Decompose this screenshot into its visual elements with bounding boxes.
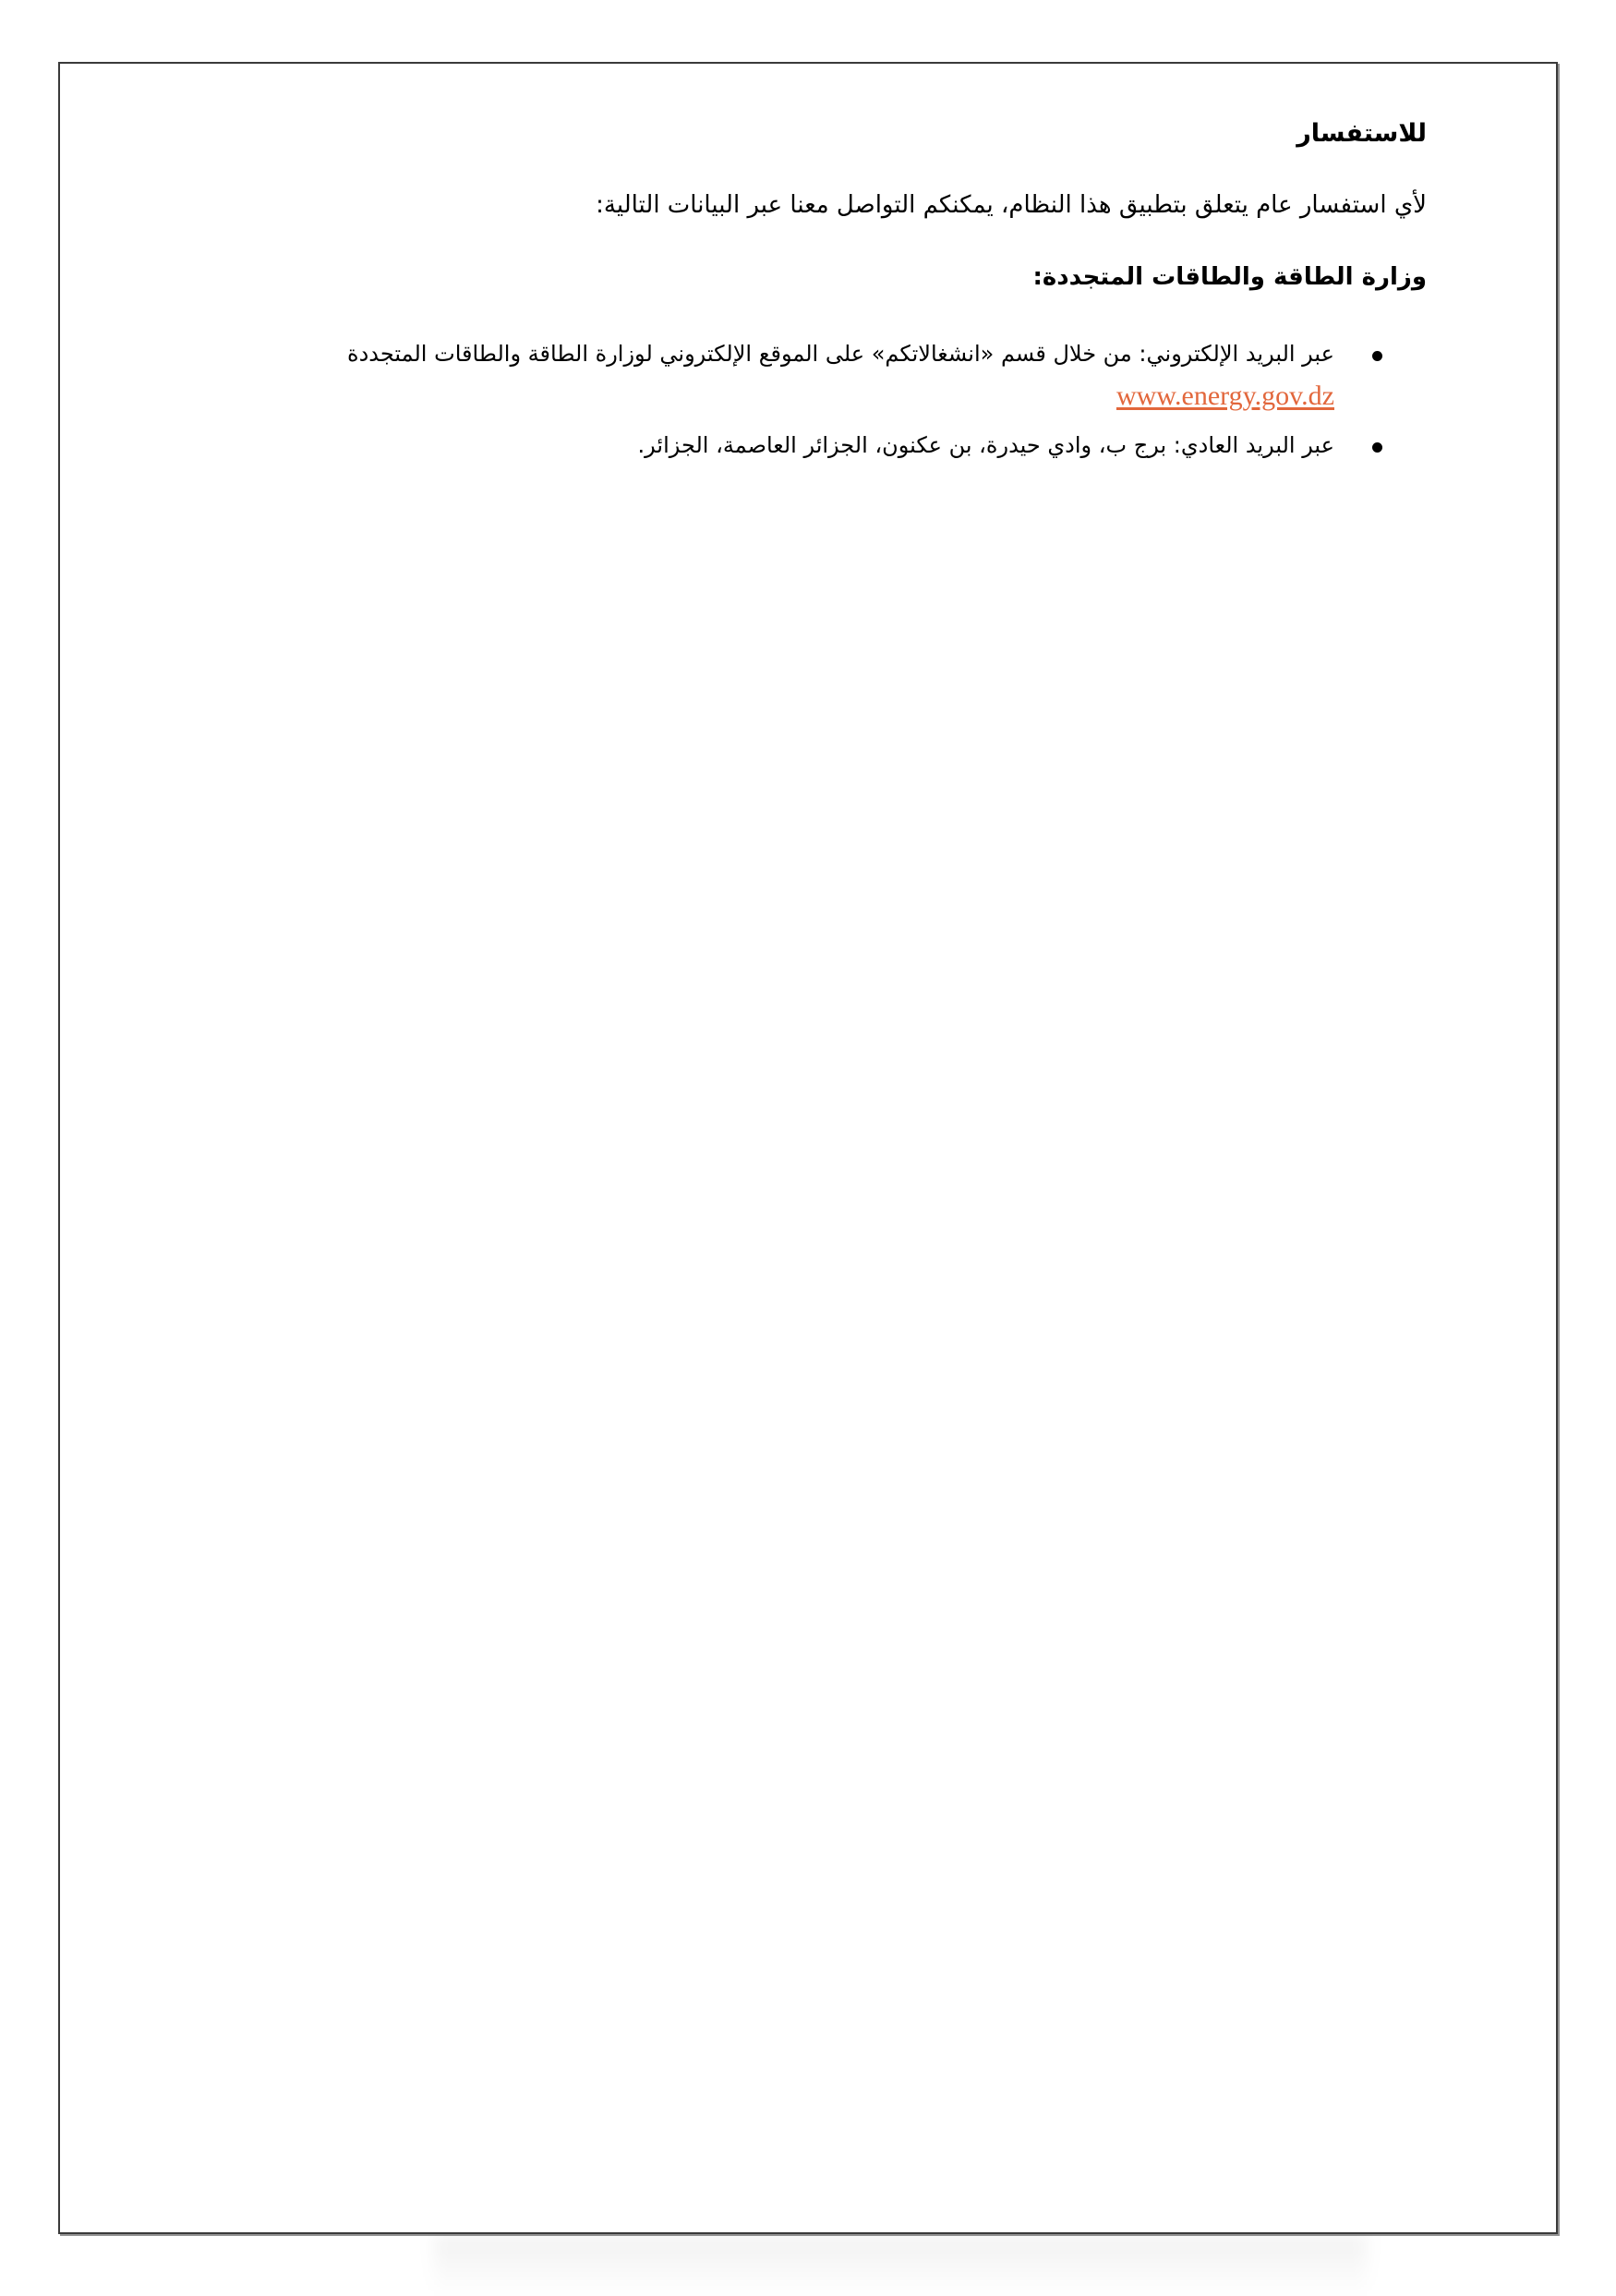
bullet-icon <box>1372 351 1382 361</box>
website-link[interactable]: www.energy.gov.dz <box>1116 380 1334 411</box>
website-link-line <box>199 374 1334 418</box>
list-item <box>199 428 1427 463</box>
document-page <box>58 62 1558 2234</box>
page-title: للاستفسار <box>1296 119 1427 148</box>
page-drop-shadow <box>434 2235 1367 2296</box>
contact-list <box>199 336 1427 463</box>
bullet-icon <box>1372 442 1382 453</box>
contact-postal-label: عبر البريد العادي: برج ب، وادي حيدرة، بن عكنون، الجزائر العاصمة، الجزائر. <box>637 431 1334 458</box>
list-item <box>199 336 1427 417</box>
contact-email-label: عبر البريد الإلكتروني: من خلال قسم «انشغالاتكم» على الموقع الإلكتروني لوزارة الطاقة والطاقات المتجددة <box>347 341 1334 368</box>
intro-paragraph: لأي استفسار عام يتعلق بتطبيق هذا النظام، يمكنكم التواصل معنا عبر البيانات التالية: <box>596 191 1427 220</box>
organization-heading: وزارة الطاقة والطاقات المتجددة: <box>1032 263 1427 292</box>
document-content <box>199 119 1427 472</box>
